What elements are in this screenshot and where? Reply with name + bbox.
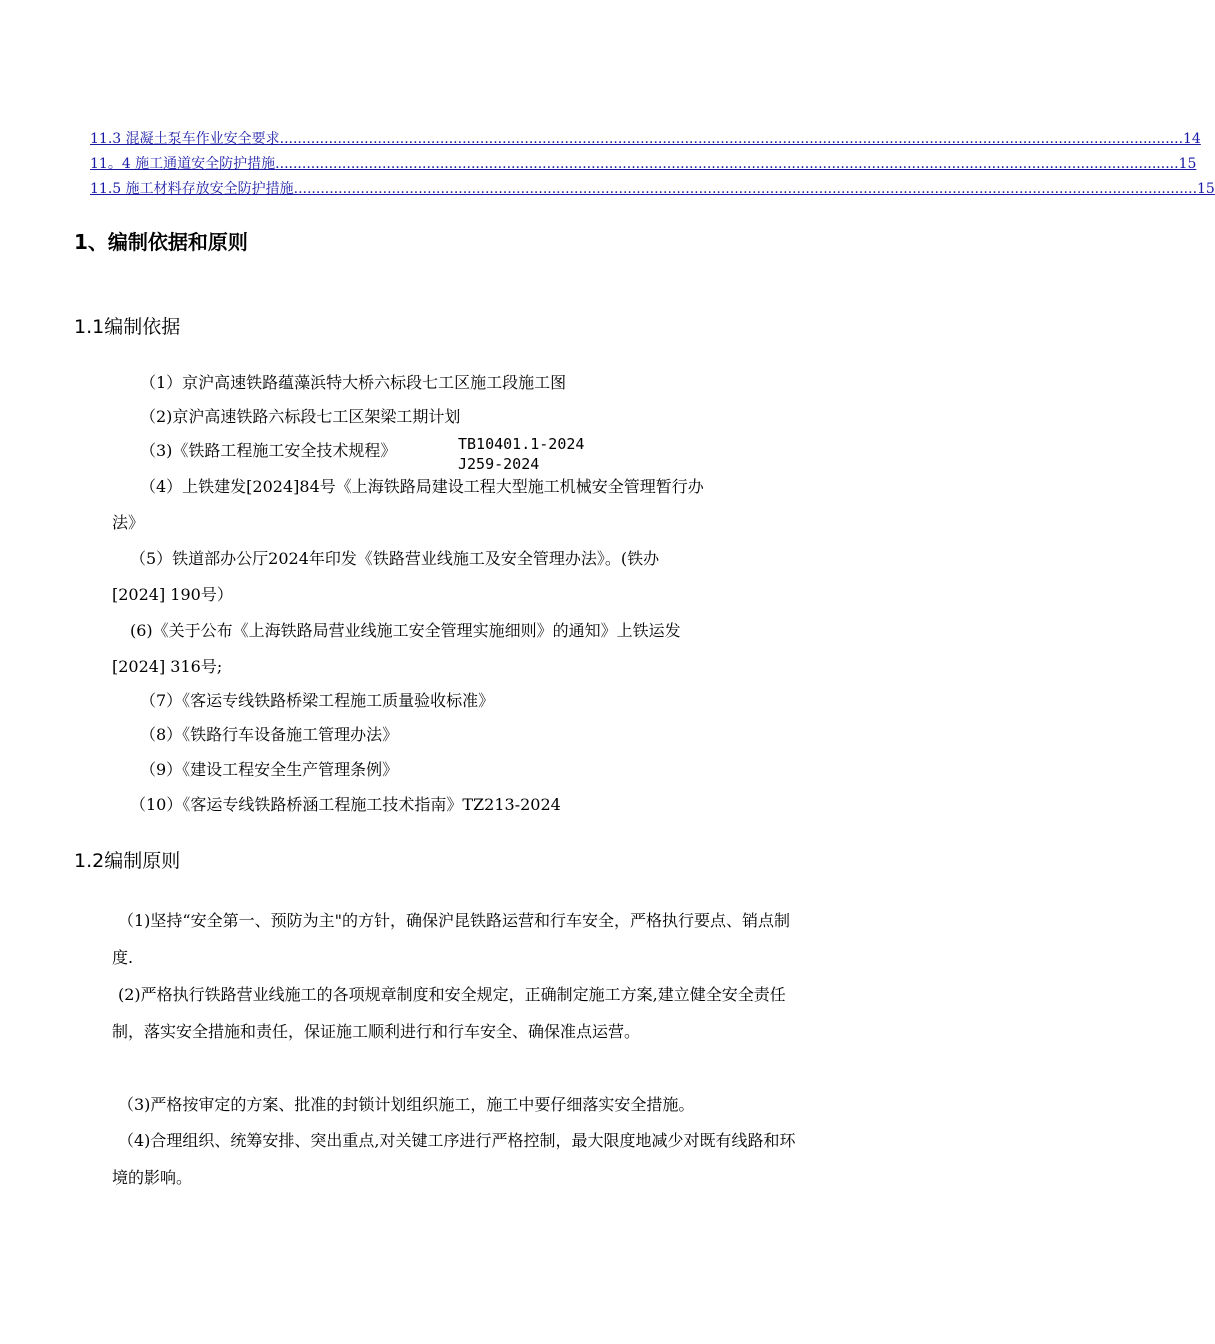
basis-item: （3)《铁路工程施工安全技术规程》 (140, 441, 397, 460)
toc-entry-page[interactable]: 14 (1183, 131, 1201, 147)
section-heading-1: 1、编制依据和原则 (74, 230, 248, 254)
principle-paragraph: （4)合理组织、统筹安排、突出重点,对关键工序进行严格控制，最大限度地减少对既有线路和环境的影响。 (112, 1131, 796, 1187)
basis-item: (6)《关于公布《上海铁路局营业线施工安全管理实施细则》的通知》上铁运发 (130, 621, 681, 640)
basis-item: （5）铁道部办公厅2024年印发《铁路营业线施工及安全管理办法》。(铁办 (130, 549, 660, 568)
toc-entry[interactable] (90, 153, 1197, 178)
toc-entry[interactable] (90, 128, 1201, 153)
section-heading-1-2: 1.2编制原则 (74, 850, 181, 872)
basis-item-continued: 法》 (112, 513, 145, 532)
basis-item-continued: [2024] 190号） (112, 585, 233, 604)
basis-item-continued: [2024] 316号; (112, 657, 223, 676)
basis-item: （10）《客运专线铁路桥涵工程施工技术指南》TZ213-2024 (130, 795, 561, 814)
toc-entry[interactable] (90, 178, 1215, 203)
toc-entry-title[interactable]: 11.3 混凝土泵车作业安全要求 (90, 131, 280, 147)
principle-paragraph: (2)严格执行铁路营业线施工的各项规章制度和安全规定，正确制定施工方案,建立健全安全责任制，落实安全措施和责任，保证施工顺利进行和行车安全、确保准点运营。 (112, 985, 786, 1041)
standard-codes (458, 434, 584, 474)
basis-item: （8）《铁路行车设备施工管理办法》 (140, 725, 399, 744)
toc-leader-dots: ........................................................................................................................................................................................................... (279, 131, 1184, 147)
toc-leader-dots: ........................................................................................................................................................................................................... (293, 181, 1198, 197)
toc-leader-dots: ........................................................................................................................................................................................................... (275, 156, 1179, 172)
basis-item: （2)京沪高速铁路六标段七工区架梁工期计划 (140, 407, 461, 426)
table-of-contents (90, 128, 1215, 203)
basis-item: （9）《建设工程安全生产管理条例》 (140, 760, 399, 779)
principle-paragraph: （3)严格按审定的方案、批准的封锁计划组织施工，施工中要仔细落实安全措施。 (118, 1095, 695, 1114)
toc-entry-title[interactable]: 11。4 施工通道安全防护措施 (90, 156, 276, 172)
standard-code: TB10401.1-2024 (458, 435, 585, 453)
standard-code: J259-2024 (458, 455, 540, 473)
basis-item: （7）《客运专线铁路桥梁工程施工质量验收标准》 (140, 691, 495, 710)
basis-item: （4）上铁建发[2024]84号《上海铁路局建设工程大型施工机械安全管理暂行办 (140, 477, 704, 496)
section-heading-1-1: 1.1编制依据 (74, 316, 181, 338)
basis-item: （1）京沪高速铁路蕴藻浜特大桥六标段七工区施工段施工图 (140, 373, 567, 392)
toc-entry-title[interactable]: 11.5 施工材料存放安全防护措施 (90, 181, 294, 197)
principle-paragraph: （1)坚持“安全第一、预防为主"的方针，确保沪昆铁路运营和行车安全，严格执行要点、销点制度. (112, 911, 790, 967)
toc-entry-page[interactable]: 15 (1197, 181, 1215, 197)
toc-entry-page[interactable]: 15 (1178, 156, 1197, 172)
